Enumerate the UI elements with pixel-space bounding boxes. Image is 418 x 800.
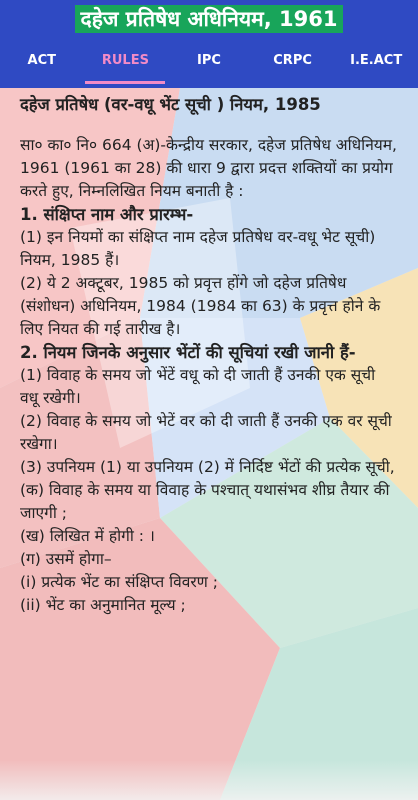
section-2-clause-1: (1) विवाह के समय जो भेंटें वधू को दी जाती हैं उनकी एक सूची वधू रखेगी। (20, 366, 376, 407)
item-i: (i) प्रत्येक भेंट का संक्षिप्त विवरण ; (20, 573, 219, 591)
tab-rules[interactable]: RULES (85, 46, 165, 84)
preamble-paragraph: सा० का० नि० 664 (अ)-केन्द्रीय सरकार, दहेज प्रतिषेध अधिनियम, 1961 (1961 का 28) की धारा 9 द्वारा प्रदत्त शक्तियों का प्रयोग करते हुए, निम्नलिखित नियम बनाती है : (20, 136, 397, 200)
section-1-clause-1: (1) इन नियमों का संक्षिप्त नाम दहेज प्रतिषेध वर-वधू भेट सूची) नियम, 1985 हैं। (20, 228, 376, 269)
section-2-heading: 2. नियम जिनके अनुसार भेंटों की सूचियां रखी जानी हैं- (20, 343, 356, 362)
section-1-heading: 1. संक्षिप्त नाम और प्रारम्भ- (20, 205, 194, 224)
tab-bar (0, 46, 418, 84)
section-2-clause-3: (3) उपनियम (1) या उपनियम (2) में निर्दिष्ट भेंटों की प्रत्येक सूची, (20, 458, 395, 476)
app-title (0, 4, 418, 34)
app-header (0, 0, 418, 88)
sub-clause-kha: (ख) लिखित में होगी : । (20, 527, 155, 545)
app-title-text: दहेज प्रतिषेध अधिनियम, 1961 (75, 5, 344, 33)
tab-crpc[interactable]: CRPC (273, 53, 312, 68)
tab-act[interactable]: ACT (27, 53, 57, 68)
sub-clause-ka: (क) विवाह के समय या विवाह के पश्चात् यथासंभव शीघ्र तैयार की जाएगी ; (20, 481, 390, 522)
document-heading: दहेज प्रतिषेध (वर-वधू भेंट सूची ) नियम, 1985 (20, 95, 321, 114)
tab-ieact[interactable]: I.E.ACT (350, 53, 403, 68)
tab-ipc[interactable]: IPC (197, 53, 221, 68)
item-ii: (ii) भेंट का अनुमानित मूल्य ; (20, 596, 186, 614)
sub-clause-ga: (ग) उसमें होगा– (20, 550, 112, 568)
section-2-clause-2: (2) विवाह के समय जो भेटें वर को दी जाती हैं उनकी एक वर सूची रखेगा। (20, 412, 392, 453)
scroll-fade (0, 760, 418, 800)
section-1-clause-2: (2) ये 2 अक्टूबर, 1985 को प्रवृत्त होंगे जो दहेज प्रतिषेध (संशोधन) अधिनियम, 1984 (1984 का 63) के प्रवृत्त होने के लिए नियत की गई तारीख है। (20, 274, 381, 338)
rules-document[interactable] (0, 88, 418, 800)
